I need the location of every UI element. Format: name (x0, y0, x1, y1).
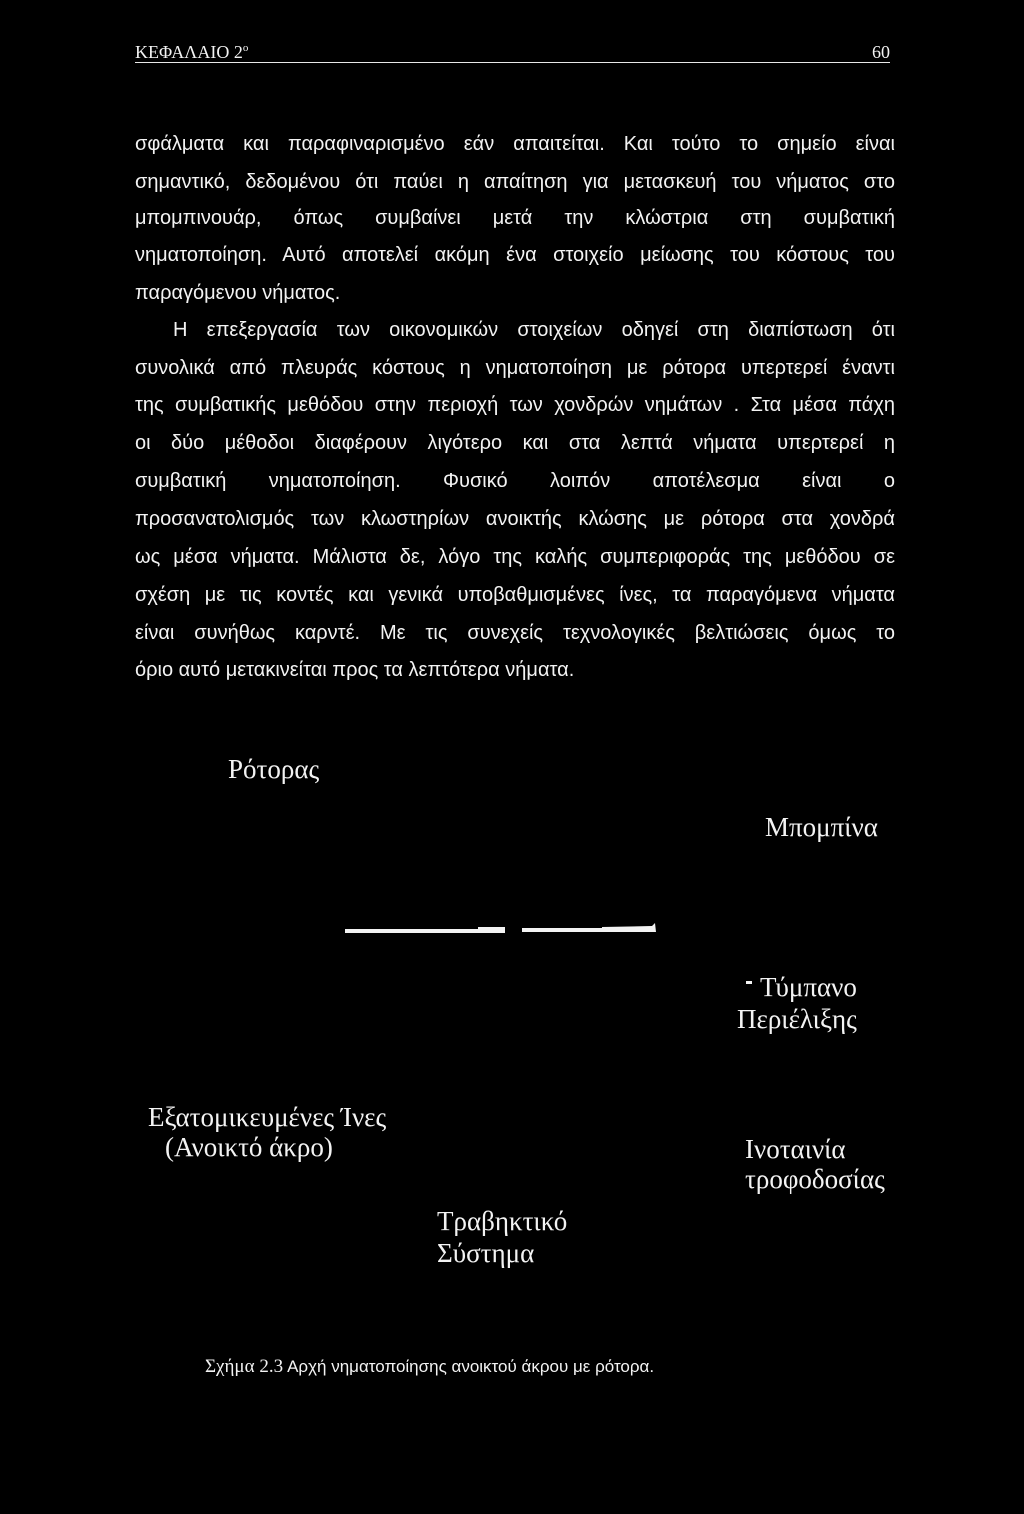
paragraph-line: μπομπινουάρ, όπως συμβαίνει μετά την κλώστρια στη συμβατική (135, 207, 895, 229)
chapter-label: ΚΕΦΑΛΑΙΟ 2 (135, 42, 243, 62)
figure-yarn-path (340, 918, 670, 942)
paragraph-line: νηματοποίηση. Αυτό αποτελεί ακόμη ένα στοιχείο μείωσης του κόστους του (135, 244, 895, 266)
paragraph-line: ως μέσα νήματα. Μάλιστα δε, λόγο της καλής συμπεριφοράς της μεθόδου σε (135, 546, 895, 568)
figure-label-bobbin: Μπομπίνα (765, 812, 878, 842)
figure-caption (205, 1355, 654, 1380)
paragraph-line: όριο αυτό μετακινείται προς τα λεπτότερα νήματα. (135, 659, 575, 681)
paragraph-line: σχέση με τις κοντές και γενικά υποβαθμισμένες ίνες, τα παραγόμενα νήματα (135, 584, 895, 606)
paragraph-line: της συμβατικής μεθόδου στην περιοχή των χονδρών νημάτων . Στα μέσα πάχη (135, 394, 895, 416)
running-header (135, 40, 890, 63)
figure-label-sliver-line2: τροφοδοσίας (745, 1164, 885, 1194)
figure-yarn-line-left-thick (478, 927, 505, 933)
figure-label-sliver-line1: Ινοταινία (745, 1134, 846, 1164)
figure-caption-number: Σχήμα 2.3 (205, 1356, 284, 1377)
figure-label-rotor: Ρότορας (228, 754, 320, 784)
paragraph-line: παραγόμενου νήματος. (135, 282, 341, 304)
chapter-title (135, 42, 248, 62)
paragraph-line: είναι συνήθως καρντέ. Με τις συνεχείς τεχνολογικές βελτιώσεις όμως το (135, 622, 895, 644)
figure-leader-mark (746, 981, 752, 984)
figure-label-drafting-line1: Τραβηκτικό (437, 1206, 568, 1236)
paragraph-line: προσανατολισμός των κλωστηρίων ανοικτής κλώσης με ρότορα στα χονδρά (135, 508, 895, 530)
figure-label-winding-drum-line2: Περιέλιξης (737, 1004, 857, 1034)
paragraph-line: συμβατική νηματοποίηση. Φυσικό λοιπόν αποτέλεσμα είναι ο (135, 470, 895, 492)
figure-label-fibers-line1: Εξατομικευμένες Ίνες (148, 1102, 387, 1132)
figure-yarn-line-right-thick (602, 923, 656, 932)
chapter-superscript: ο (242, 42, 249, 54)
paragraph-line: Η επεξεργασία των οικονομικών στοιχείων οδηγεί στη διαπίστωση ότι (173, 319, 895, 341)
paragraph-line: οι δύο μέθοδοι διαφέρουν λιγότερο και στα λεπτά νήματα υπερτερεί η (135, 432, 895, 454)
figure-label-fibers-line2: (Ανοικτό άκρο) (165, 1132, 333, 1162)
figure-label-drafting-line2: Σύστημα (437, 1238, 535, 1268)
page-number: 60 (872, 42, 890, 62)
figure-label-winding-drum-line1: Τύμπανο (760, 972, 857, 1002)
figure-caption-text: Αρχή νηματοποίησης ανοικτού άκρου με ρότορα. (287, 1357, 655, 1376)
paragraph-line: συνολικά από πλευράς κόστους η νηματοποίηση με ρότορα υπερτερεί έναντι (135, 357, 895, 379)
paragraph-line: σφάλματα και παραφιναρισμένο εάν απαιτείται. Και τούτο το σημείο είναι (135, 133, 895, 155)
paragraph-line: σημαντικό, δεδομένου ότι παύει η απαίτηση για μετασκευή του νήματος στο (135, 171, 895, 193)
